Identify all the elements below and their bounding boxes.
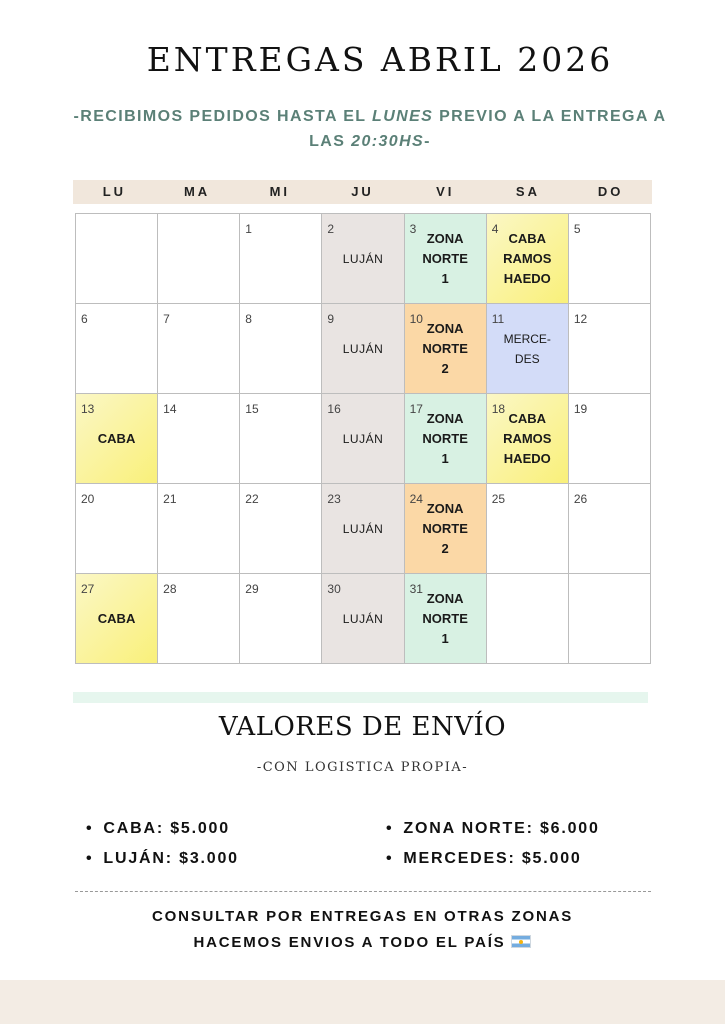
- delivery-zone-label: MERCE- DES: [503, 331, 551, 366]
- calendar-day-cell: [240, 304, 322, 394]
- footer-nationwide-text: HACEMOS ENVIOS A TODO EL PAÍS: [193, 934, 506, 951]
- delivery-zone-label: CABA: [97, 430, 136, 446]
- day-number: 4: [491, 222, 499, 236]
- notice-text-1: -RECIBIMOS PEDIDOS HASTA EL: [73, 108, 373, 125]
- dashed-divider: [75, 891, 651, 892]
- delivery-zone-label: LUJÁN: [342, 251, 384, 266]
- calendar-day-cell: [158, 214, 240, 304]
- calendar-day-cell: [322, 214, 404, 304]
- day-number: 28: [163, 582, 177, 596]
- order-deadline-notice: [60, 104, 680, 154]
- calendar-day-cell: [487, 394, 569, 484]
- rates-list-left: [86, 814, 239, 874]
- calendar-day-cell: [487, 214, 569, 304]
- calendar-day-cell: [487, 484, 569, 574]
- calendar-day-cell: [569, 574, 651, 664]
- calendar-day-cell: [569, 394, 651, 484]
- day-number: 15: [245, 402, 259, 416]
- calendar-day-cell: [158, 574, 240, 664]
- day-number: 2: [327, 222, 335, 236]
- delivery-zone-label: LUJÁN: [342, 341, 384, 356]
- notice-text-3: -: [424, 133, 431, 150]
- rate-item: • ZONA NORTE: $6.000: [386, 814, 600, 844]
- calendar-day-cell: [158, 394, 240, 484]
- bottom-band: [0, 980, 725, 1024]
- calendar-day-cell: [405, 484, 487, 574]
- calendar-day-cell: [405, 394, 487, 484]
- shipping-rates-title: VALORES DE ENVÍO: [218, 712, 507, 742]
- calendar-day-cell: [487, 574, 569, 664]
- section-divider-bar: [73, 692, 648, 703]
- weekday-label: LU: [102, 184, 127, 199]
- calendar-day-cell: [569, 484, 651, 574]
- calendar-day-cell: [76, 574, 158, 664]
- day-number: 18: [491, 402, 506, 416]
- day-number: 27: [81, 582, 95, 596]
- rate-item: • LUJÁN: $3.000: [86, 844, 239, 874]
- day-number: 5: [573, 222, 581, 236]
- footer-note: [0, 904, 725, 956]
- calendar-day-cell: [322, 484, 404, 574]
- day-number: 7: [163, 312, 170, 326]
- delivery-zone-label: ZONA NORTE 2: [422, 320, 468, 376]
- calendar-day-cell: [240, 394, 322, 484]
- footer-line-other-zones: CONSULTAR POR ENTREGAS EN OTRAS ZONAS: [151, 908, 574, 925]
- day-number: 23: [327, 492, 341, 506]
- weekday-label: DO: [597, 184, 624, 199]
- weekday-label: SA: [515, 184, 540, 199]
- day-number: 24: [409, 492, 423, 506]
- calendar-day-cell: [487, 304, 569, 394]
- day-number: 19: [573, 402, 588, 416]
- notice-text-2: PREVIO A LA ENTREGA A LAS: [309, 108, 667, 150]
- day-number: 13: [81, 402, 95, 416]
- delivery-zone-label: CABA RAMOS HAEDO: [503, 410, 552, 466]
- calendar-day-cell: [76, 214, 158, 304]
- day-number: 22: [245, 492, 259, 506]
- day-number: 31: [409, 582, 423, 596]
- calendar-day-cell: [158, 304, 240, 394]
- delivery-zone-label: ZONA NORTE 1: [422, 590, 468, 646]
- delivery-zone-label: CABA RAMOS HAEDO: [503, 230, 552, 286]
- day-number: 20: [81, 492, 95, 506]
- calendar-day-cell: [76, 304, 158, 394]
- calendar-day-cell: [240, 484, 322, 574]
- day-number: 14: [163, 402, 177, 416]
- day-number: 3: [409, 222, 417, 236]
- calendar-day-cell: [405, 214, 487, 304]
- day-number: 21: [163, 492, 177, 506]
- day-number: 17: [409, 402, 423, 416]
- calendar-day-cell: [569, 214, 651, 304]
- delivery-zone-label: ZONA NORTE 2: [422, 500, 468, 556]
- rate-item: • MERCEDES: $5.000: [386, 844, 600, 874]
- rate-item: • CABA: $5.000: [86, 814, 239, 844]
- day-number: 6: [81, 312, 88, 326]
- day-number: 8: [245, 312, 252, 326]
- weekday-label: VI: [436, 184, 455, 199]
- delivery-zone-label: ZONA NORTE 1: [422, 230, 468, 286]
- calendar-day-cell: [405, 304, 487, 394]
- calendar-day-cell: [322, 574, 404, 664]
- weekday-label: JU: [351, 184, 374, 199]
- weekday-header: [73, 180, 652, 204]
- calendar-day-cell: [405, 574, 487, 664]
- notice-emphasis-time: 20:30HS: [351, 133, 425, 150]
- day-number: 1: [245, 222, 252, 236]
- day-number: 12: [573, 312, 588, 326]
- delivery-zone-label: LUJÁN: [342, 431, 384, 446]
- footer-line-nationwide: [0, 930, 725, 956]
- delivery-zone-label: LUJÁN: [342, 611, 384, 626]
- weekday-label: MA: [183, 184, 211, 199]
- calendar-day-cell: [240, 574, 322, 664]
- day-number: 25: [491, 492, 506, 506]
- argentina-flag-icon: [511, 935, 531, 948]
- calendar-day-cell: [76, 484, 158, 574]
- calendar-day-cell: [240, 214, 322, 304]
- calendar-day-cell: [158, 484, 240, 574]
- day-number: 16: [327, 402, 341, 416]
- weekday-label: MI: [269, 184, 291, 199]
- day-number: 11: [491, 312, 505, 326]
- day-number: 9: [327, 312, 335, 326]
- calendar-day-cell: [322, 394, 404, 484]
- day-number: 26: [573, 492, 588, 506]
- shipping-rates-subtitle: -CON LOGISTICA PROPIA-: [256, 760, 469, 775]
- delivery-zone-label: LUJÁN: [342, 521, 384, 536]
- delivery-calendar: [75, 213, 651, 664]
- day-number: 30: [327, 582, 341, 596]
- calendar-day-cell: [76, 394, 158, 484]
- delivery-zone-label: CABA: [97, 610, 136, 626]
- delivery-zone-label: ZONA NORTE 1: [422, 410, 468, 466]
- calendar-day-cell: [322, 304, 404, 394]
- rates-list-right: [386, 814, 600, 874]
- day-number: 10: [409, 312, 423, 326]
- calendar-day-cell: [569, 304, 651, 394]
- page-title: ENTREGAS ABRIL 2026: [146, 40, 614, 79]
- day-number: 29: [245, 582, 259, 596]
- notice-emphasis-day: LUNES: [372, 108, 434, 125]
